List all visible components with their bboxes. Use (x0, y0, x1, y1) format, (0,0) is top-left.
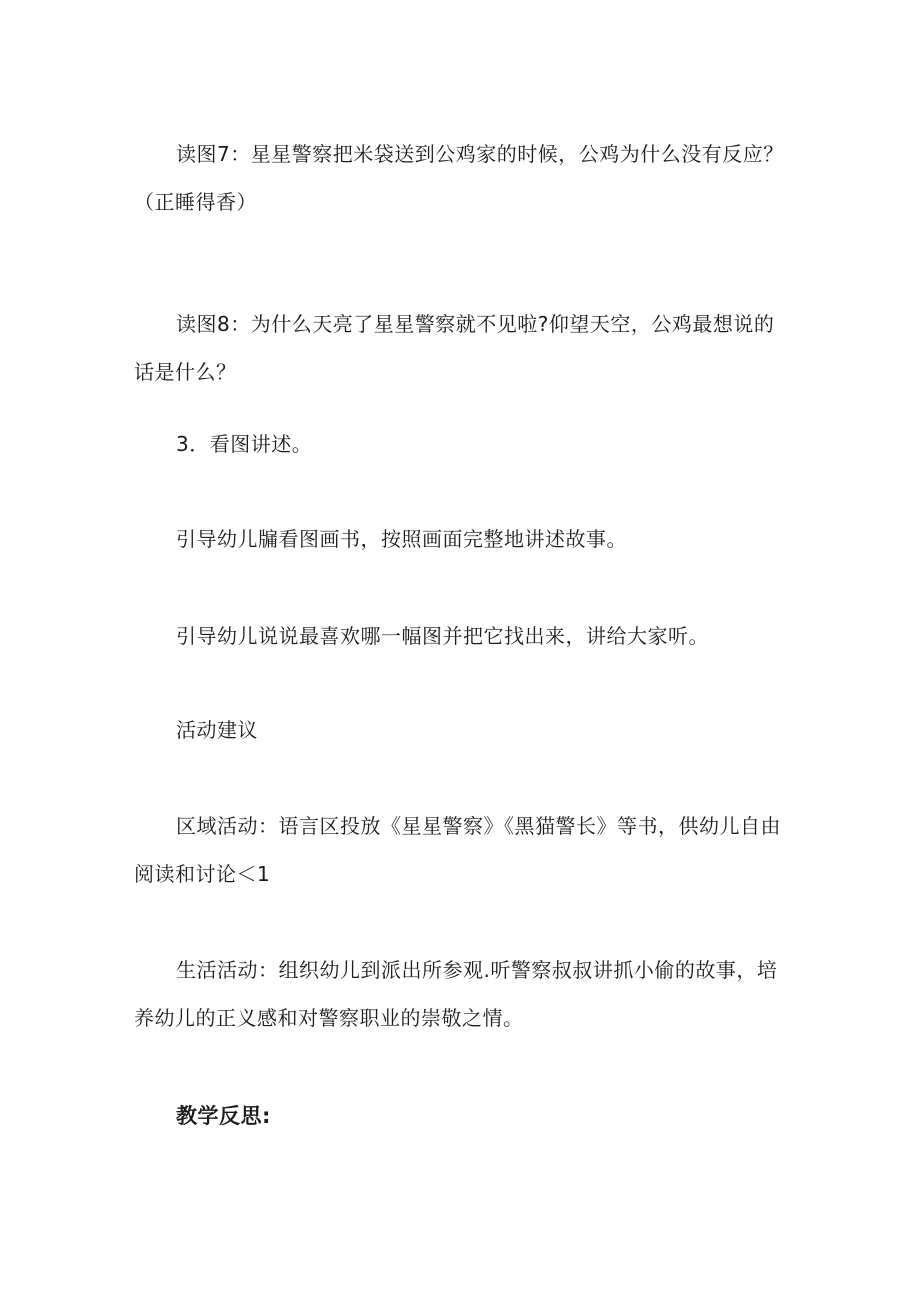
paragraph-guide-retell: 引导幼儿牖看图画书，按照画面完整地讲述故事。 (176, 527, 627, 551)
paragraph-step-3: 3．看图讲述。 (176, 432, 313, 456)
paragraph-area-activity: 区域活动：语言区投放《星星警察》《黑猫警长》等书，供幼儿自由阅读和讨论＜1 (134, 814, 781, 886)
paragraph-life-activity: 生活活动：组织幼儿到派出所参观.听警察叔叔讲抓小偷的故事，培养幼儿的正义感和对警察职业的崇敬之情。 (134, 958, 778, 1030)
paragraph-read-figure-7: 读图7：星星警察把米袋送到公鸡家的时候，公鸡为什么没有反应？（正睡得香） (134, 142, 784, 214)
paragraph-guide-favorite: 引导幼儿说说最喜欢哪一幅图并把它找出来，讲给大家听。 (176, 624, 709, 648)
section-heading-teaching-reflection: 教学反思: (176, 1104, 271, 1128)
paragraph-read-figure-8: 读图8：为什么天亮了星星警察就不见啦?仰望天空，公鸡最想说的话是什么？ (134, 312, 775, 384)
paragraph-activity-suggestions: 活动建议 (176, 718, 258, 742)
